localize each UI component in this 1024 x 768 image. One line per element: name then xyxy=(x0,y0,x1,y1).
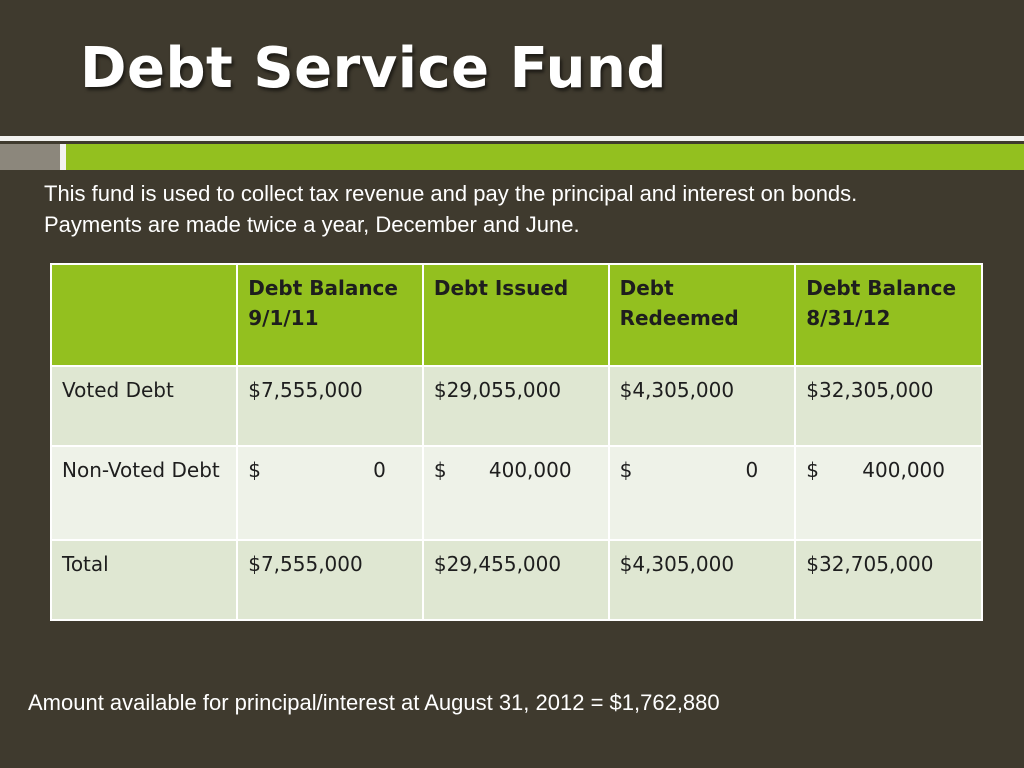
debt-table xyxy=(50,263,983,621)
table-cell: $32,705,000 xyxy=(795,540,982,620)
header-debt-balance-end: Debt Balance 8/31/12 xyxy=(795,264,982,366)
row-label: Total xyxy=(51,540,237,620)
header-empty xyxy=(51,264,237,366)
header-debt-balance-start: Debt Balance 9/1/11 xyxy=(237,264,423,366)
currency-symbol: $ xyxy=(433,458,447,482)
slide-title: Debt Service Fund xyxy=(80,36,667,101)
table-row-voted-debt xyxy=(51,366,982,446)
amount: 400,000 xyxy=(488,458,572,482)
amount: 0 xyxy=(745,458,759,482)
row-label: Voted Debt xyxy=(51,366,237,446)
currency-symbol: $ xyxy=(619,458,633,482)
table-cell xyxy=(609,446,796,540)
table-cell xyxy=(795,446,982,540)
table-row-non-voted-debt xyxy=(51,446,982,540)
table-cell: $4,305,000 xyxy=(609,540,796,620)
header-debt-redeemed: Debt Redeemed xyxy=(609,264,796,366)
table-cell: $29,455,000 xyxy=(423,540,609,620)
intro-text: This fund is used to collect tax revenue and pay the principal and interest on bonds. Payments are made twice a year, December and June. xyxy=(44,181,858,237)
header-debt-issued: Debt Issued xyxy=(423,264,609,366)
table-cell xyxy=(237,446,423,540)
divider-line xyxy=(0,136,1024,141)
amount: 0 xyxy=(373,458,386,482)
accent-bar-green xyxy=(66,144,1024,170)
table-row-total xyxy=(51,540,982,620)
table-cell xyxy=(423,446,609,540)
table-cell: $32,305,000 xyxy=(795,366,982,446)
currency-symbol: $ xyxy=(248,458,261,482)
accent-bar-gray xyxy=(0,144,60,170)
row-label: Non-Voted Debt xyxy=(51,446,237,540)
table-header-row xyxy=(51,264,982,366)
table-cell: $7,555,000 xyxy=(237,366,423,446)
table-cell: $4,305,000 xyxy=(609,366,796,446)
table-cell: $7,555,000 xyxy=(237,540,423,620)
footer-note: Amount available for principal/interest at August 31, 2012 = $1,762,880 xyxy=(28,690,720,715)
table-cell: $29,055,000 xyxy=(423,366,609,446)
currency-symbol: $ xyxy=(806,458,819,482)
amount: 400,000 xyxy=(862,458,945,482)
